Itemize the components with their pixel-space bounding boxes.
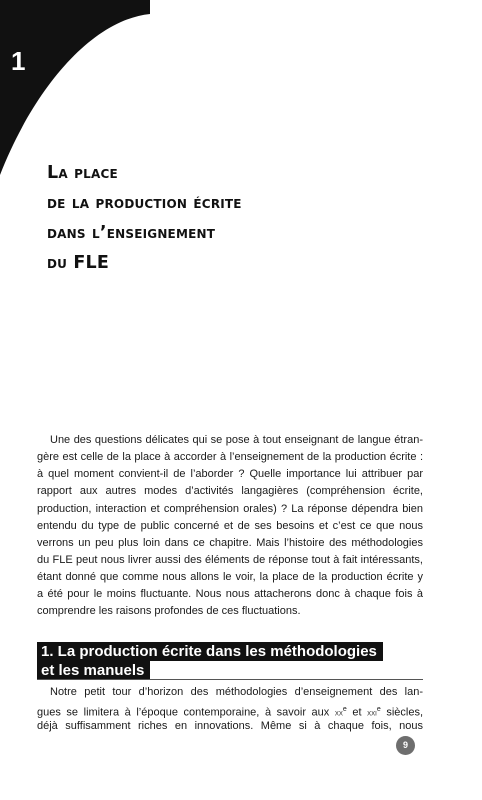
- century-numeral: xxi: [367, 707, 377, 718]
- chapter-title: [47, 158, 242, 278]
- paragraph-line: comprendre les raisons profondes de ces fluctuations.: [37, 605, 301, 618]
- superscript: e: [376, 706, 381, 714]
- century-numeral: xx: [334, 707, 343, 718]
- superscript: e: [342, 706, 347, 714]
- section-divider: [37, 679, 423, 680]
- section-heading: [37, 642, 383, 680]
- paragraph-line: à quel moment convient-il de l’aborder ? Quelle importance lui attribuer par: [37, 468, 423, 481]
- paragraph-line: entendu du type de public concerné et de ses besoins et c’est ce que nous: [37, 519, 423, 532]
- section-heading-line: 1. La production écrite dans les méthodologies: [37, 642, 383, 661]
- page-number-badge: 9: [396, 736, 415, 755]
- chapter-title-line: de la production écrite: [47, 193, 242, 213]
- paragraph-line: déjà suffisamment riches en innovations. Même si à chaque fois, nous: [37, 720, 423, 733]
- paragraph-line: étant donné que comme nous allons le voir, la place de la production écrite y: [37, 571, 423, 584]
- section-heading-line: et les manuels: [37, 661, 150, 680]
- paragraph-line: du FLE peut nous livrer aussi des éléments de réponse tout à fait intéressants,: [37, 553, 423, 566]
- paragraph-line: [37, 701, 423, 718]
- paragraph-line: a été pour le moins fluctuante. Nous nous attacherons donc à chaque fois à: [37, 588, 423, 601]
- chapter-title-line: dans l’enseignement: [47, 223, 216, 243]
- chapter-title-line: La place: [47, 163, 118, 183]
- paragraph-line: gère est celle de la place à accorder à l’enseignement de la production écrite :: [37, 451, 423, 464]
- text-run: siècles,: [380, 706, 423, 719]
- chapter-title-line: du FLE: [47, 253, 110, 273]
- paragraph-line: production, interaction et compréhension orales) ? La réponse dépendra bien: [37, 502, 423, 515]
- chapter-corner-shape: [0, 0, 150, 175]
- paragraph-line: rapport aux autres modes d’activités langagières (compréhension écrite,: [37, 485, 423, 498]
- section-paragraph: [37, 684, 423, 735]
- paragraph-line: Notre petit tour d’horizon des méthodologies d’enseignement des lan-: [50, 686, 423, 698]
- paragraph-line: Une des questions délicates qui se pose à tout enseignant de langue étran-: [50, 434, 423, 446]
- paragraph-line: verrons un peu plus loin dans ce chapitre. Mais l’histoire des méthodologies: [37, 536, 423, 549]
- text-run: et: [346, 706, 368, 719]
- text-run: gues se limitera à l’époque contemporaine, à savoir aux: [37, 706, 335, 719]
- chapter-number: 1: [11, 46, 26, 76]
- intro-paragraph: [37, 432, 423, 621]
